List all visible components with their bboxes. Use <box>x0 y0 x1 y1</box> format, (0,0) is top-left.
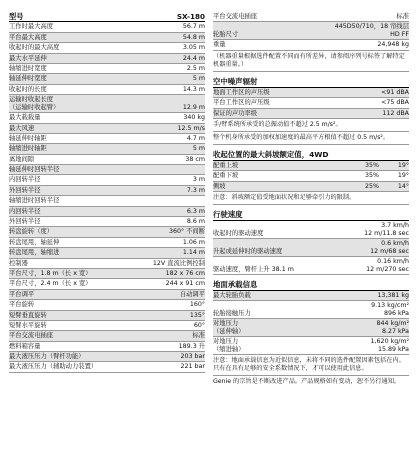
spec-label: 平台交流电插座 <box>9 332 54 340</box>
spec-label: 驱动速度，臂杆上升 38.1 m <box>213 265 294 273</box>
spec-value: 3 m <box>192 176 205 184</box>
noise-section-title: 空中噪声辐射 <box>213 77 409 88</box>
spec-row <box>9 331 205 341</box>
slope-degrees: 19° <box>397 161 409 169</box>
spec-value: 1,620 kg/m² 15.89 kPa <box>370 338 409 354</box>
spec-label: 轮胎接触压力 <box>213 310 251 318</box>
slope-percent: 35% <box>365 161 379 169</box>
spec-row <box>9 259 205 269</box>
slope-degrees: 14° <box>397 182 409 190</box>
spec-value: <91 dBA <box>381 88 409 96</box>
spec-row <box>9 95 205 113</box>
spec-label: 燃料箱容量 <box>9 342 41 350</box>
spec-row <box>9 165 205 175</box>
footer-note: Genie 的宗旨是不断改进产品。产品规格如有变动，恕不另行通知。 <box>213 378 401 386</box>
spec-row <box>213 88 409 98</box>
spec-row <box>9 85 205 95</box>
right-top-rows <box>213 12 409 51</box>
spec-row <box>9 269 205 279</box>
spec-row <box>213 221 409 239</box>
spec-label: 平台旋转 <box>9 301 35 309</box>
spec-value: 38 cm <box>185 155 205 163</box>
spec-label: 转盘尾甩，轴延伸 <box>9 238 60 246</box>
spec-value: <75 dBA <box>381 99 409 107</box>
spec-label: 离地间隙 <box>9 155 35 163</box>
spec-value: 160° <box>189 301 205 309</box>
spec-label: 收起时的长度 <box>9 85 47 93</box>
spec-row <box>9 279 205 289</box>
spec-label: 轴缩进时轴距 <box>9 145 47 153</box>
model-value: SX-180 <box>176 12 205 21</box>
slope-label: 配重下坡 <box>213 172 239 180</box>
slope-row <box>213 182 409 192</box>
spec-value: 12V 直流比例控制 <box>152 259 205 267</box>
spec-value: 4.7 m <box>186 134 205 142</box>
slope-row <box>213 161 409 171</box>
spec-label: 轴延伸时宽度 <box>9 75 47 83</box>
spec-label: 对地压力 （延伸轴） <box>213 320 245 336</box>
spec-value: 182 x 76 cm <box>165 269 205 277</box>
spec-value: 24,948 kg <box>377 41 409 49</box>
speed-section-title: 行驶速度 <box>213 210 409 221</box>
noise-rows <box>213 88 409 119</box>
spec-row <box>9 362 205 372</box>
spec-row <box>213 239 409 257</box>
slope-percent: 25% <box>365 182 379 190</box>
spec-value: 0.16 km/h 12 m/270 sec <box>366 258 409 273</box>
spec-row <box>9 352 205 362</box>
spec-row <box>9 238 205 248</box>
spec-label: 对地压力 （缩进轴） <box>213 338 245 354</box>
spec-row <box>213 337 409 355</box>
ground-note: 注意：地面承载信息为近似信息，未将不同的选件配置因素包括在内。只有在具有足够的安全系数情况下，才可以使用此信息。 <box>213 355 409 376</box>
spec-label: 外回转半径 <box>9 218 41 226</box>
spec-row <box>9 22 205 32</box>
model-header <box>9 12 205 22</box>
spec-row <box>213 319 409 337</box>
ground-rows <box>213 291 409 355</box>
spec-label: 平台交流电插座 <box>213 13 258 20</box>
spec-value: 标准 <box>396 13 409 20</box>
spec-value: 1.06 m <box>182 238 205 246</box>
spec-label: 转盘旋转（度） <box>9 228 54 236</box>
spec-label: 平台尺寸，1.8 m（长 x 宽） <box>9 269 92 277</box>
spec-value: 12.5 m/s <box>177 124 205 132</box>
spec-row <box>213 257 409 275</box>
spec-value: 844 kg/m² 8.27 kPa <box>376 320 409 336</box>
spec-row <box>9 300 205 310</box>
spec-row <box>213 40 409 50</box>
spec-value: 5 m <box>192 145 205 153</box>
spec-value: 135° <box>189 311 205 319</box>
spec-label: 保证的声功率级 <box>213 109 258 117</box>
spec-label: 轴延伸时轴距 <box>9 134 47 142</box>
spec-row <box>9 33 205 43</box>
spec-label: 内回转半径 <box>9 207 41 215</box>
weight-note: （机器重量根据选件配置不同而有所差异，请参阅序列号标签了解特定机器重量。） <box>213 51 409 72</box>
spec-label: 最大液压压力（辅助动力装置） <box>9 363 98 371</box>
spec-value: 340 kg <box>183 114 205 122</box>
spec-row <box>9 227 205 237</box>
spec-label: 最大液压压力（臂杆功能） <box>9 353 85 361</box>
spec-label: 最大水平延伸 <box>9 54 47 62</box>
spec-row <box>9 207 205 217</box>
spec-row <box>213 22 409 40</box>
spec-label: 运输时收起长度 （运输时收起臂） <box>9 96 60 111</box>
spec-label: 最大载载量 <box>9 114 41 122</box>
spec-value: 24.4 m <box>182 54 205 62</box>
spec-label: 轮胎尺寸 <box>213 30 239 38</box>
spec-value: 7.3 m <box>186 186 205 194</box>
left-spec-column <box>9 12 205 373</box>
model-label: 型号 <box>9 12 24 21</box>
spec-value: 3.7 km/h 12 m/11.8 sec <box>364 222 409 237</box>
spec-row <box>9 342 205 352</box>
spec-value: 56.7 m <box>182 23 205 31</box>
slope-label: 配重上坡 <box>213 161 239 169</box>
spec-value: 8.6 m <box>186 218 205 226</box>
spec-label: 内回转半径 <box>9 176 41 184</box>
right-spec-column <box>213 12 409 388</box>
spec-label: 收起时的驱动速度 <box>213 229 264 237</box>
spec-value: 54.8 m <box>182 33 205 41</box>
spec-label: 平台工作区的声压级 <box>213 99 270 107</box>
spec-label: 短臂垂直旋转 <box>9 311 47 319</box>
spec-value: 12.9 m <box>182 103 205 111</box>
spec-row <box>9 113 205 123</box>
spec-value: 244 x 91 cm <box>165 280 205 288</box>
spec-label: 轴延伸时回转半径 <box>9 166 60 174</box>
spec-row <box>9 134 205 144</box>
spec-value: 221 bar <box>180 363 205 371</box>
spec-value: 3.05 m <box>182 44 205 52</box>
vibration-note-2: 整个机身所承受的加权加速度的最高平方根值不超过 0.5 m/s²。 <box>213 132 409 145</box>
spec-row <box>213 12 409 22</box>
vibration-note-1: 手/臂系统所承受的总振动值不超过 2.5 m/s²。 <box>213 119 409 132</box>
spec-label: 外回转半径 <box>9 186 41 194</box>
spec-label: 工作时最大高度 <box>9 23 54 31</box>
spec-row <box>9 290 205 300</box>
spec-row <box>213 291 409 301</box>
spec-value: 0.6 km/h 12 m/68 sec <box>370 240 409 255</box>
slope-label: 侧坡 <box>213 182 226 190</box>
slope-row <box>213 171 409 181</box>
ground-section-title: 地面承载信息 <box>213 280 409 291</box>
spec-row <box>9 54 205 64</box>
spec-value: 13,381 kg <box>377 292 409 300</box>
left-spec-rows <box>9 22 205 372</box>
spec-value: 9.13 kg/cm² 896 kPa <box>371 302 409 318</box>
spec-value: 5 m <box>192 75 205 83</box>
spec-value: 112 dBA <box>382 109 409 117</box>
spec-label: 平台尺寸，2.4 m（长 x 宽） <box>9 280 92 288</box>
slope-section-title: 收起位置的最大斜坡额定值，4WD <box>213 150 409 161</box>
spec-row <box>9 43 205 53</box>
slope-degrees: 19° <box>397 172 409 180</box>
spec-label: 升起或延伸时的驱动速度 <box>213 247 283 255</box>
spec-value: 6.3 m <box>186 207 205 215</box>
spec-label: 重量 <box>213 41 226 49</box>
spec-label: 轴缩进时回转半径 <box>9 197 60 205</box>
spec-label: 短臂水平旋转 <box>9 321 47 329</box>
spec-row <box>9 155 205 165</box>
spec-row <box>9 144 205 154</box>
speed-rows <box>213 221 409 275</box>
spec-value: 203 bar <box>180 353 205 361</box>
spec-label: 最大风速 <box>9 124 35 132</box>
spec-value: 189.3 升 <box>178 342 205 350</box>
spec-value: 360° 不间断 <box>168 228 205 236</box>
spec-row <box>9 321 205 331</box>
spec-row <box>9 124 205 134</box>
spec-value: 445D50/710，18 帘线层 HD FF <box>334 23 409 38</box>
spec-row <box>9 74 205 84</box>
spec-value: 60° <box>193 321 205 329</box>
spec-label: 收起时的最大高度 <box>9 44 60 52</box>
spec-label: 地面工作区的声压级 <box>213 88 270 96</box>
spec-label: 平台调平 <box>9 290 35 298</box>
spec-row <box>213 98 409 108</box>
spec-row <box>9 248 205 258</box>
spec-label: 控制器 <box>9 259 28 267</box>
spec-row <box>9 311 205 321</box>
spec-row <box>213 301 409 319</box>
spec-label: 平台最大高度 <box>9 33 47 41</box>
spec-value: 1.14 m <box>182 249 205 257</box>
spec-value: 2.5 m <box>186 64 205 72</box>
spec-label: 转盘尾甩，轴缩进 <box>9 249 60 257</box>
slope-percent: 35% <box>365 172 379 180</box>
spec-label: 最大轮胎负载 <box>213 292 251 300</box>
spec-row <box>9 217 205 227</box>
spec-value: 标准 <box>192 332 205 340</box>
spec-row <box>9 175 205 185</box>
spec-row <box>9 64 205 74</box>
spec-row <box>213 109 409 119</box>
spec-label: 轴缩进时宽度 <box>9 64 47 72</box>
spec-value: 自动调平 <box>179 290 205 298</box>
spec-row <box>9 186 205 196</box>
slope-rows <box>213 161 409 192</box>
spec-row <box>9 196 205 206</box>
slope-note: 注意：斜坡额定值受地面状况和足够牵引力的限制。 <box>213 192 409 205</box>
spec-value: 14.3 m <box>182 85 205 93</box>
